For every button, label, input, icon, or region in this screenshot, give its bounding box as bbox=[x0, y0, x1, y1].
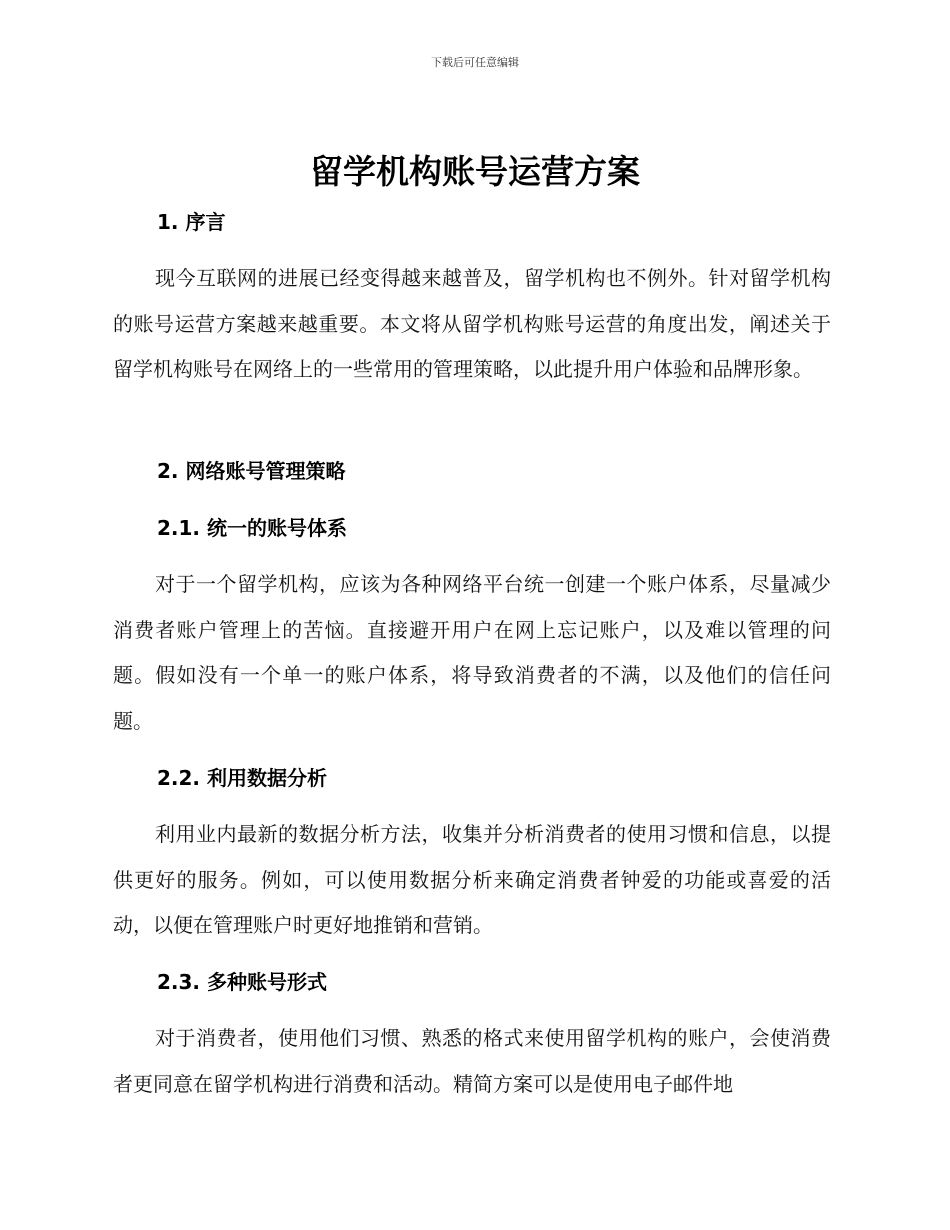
section-body-account-forms: 对于消费者，使用他们习惯、熟悉的格式来使用留学机构的账户，会使消费者更同意在留学机构进行消费和活动。精简方案可以是使用电子邮件地 bbox=[113, 1026, 831, 1096]
section-body-unified-accounts: 对于一个留学机构，应该为各种网络平台统一创建一个账户体系，尽量减少消费者账户管理上的苦恼。直接避开用户在网上忘记账户，以及难以管理的问题。假如没有一个单一的账户体系，将导致消费者的不满，以及他们的信任问题。 bbox=[113, 572, 831, 733]
section-body-data-analysis: 利用业内最新的数据分析方法，收集并分析消费者的使用习惯和信息，以提供更好的服务。例如，可以使用数据分析来确定消费者钟爱的功能或喜爱的活动，以便在管理账户时更好地推销和营销。 bbox=[113, 822, 831, 937]
section-heading-account-forms: 2.3. 多种账号形式 bbox=[157, 970, 327, 994]
section-body-preface: 现今互联网的进展已经变得越来越普及，留学机构也不例外。针对留学机构的账号运营方案越来越重要。本文将从留学机构账号运营的角度出发，阐述关于留学机构账号在网络上的一些常用的管理策略，以此提升用户体验和品牌形象。 bbox=[113, 266, 831, 381]
section-heading-data-analysis: 2.2. 利用数据分析 bbox=[157, 766, 327, 790]
section-heading-preface: 1. 序言 bbox=[157, 210, 226, 234]
document-title: 留学机构账号运营方案 bbox=[310, 152, 640, 191]
header-note: 下载后可任意编辑 bbox=[431, 56, 519, 69]
section-heading-unified-accounts: 2.1. 统一的账号体系 bbox=[157, 516, 347, 540]
section-heading-account-strategy: 2. 网络账号管理策略 bbox=[157, 459, 346, 483]
